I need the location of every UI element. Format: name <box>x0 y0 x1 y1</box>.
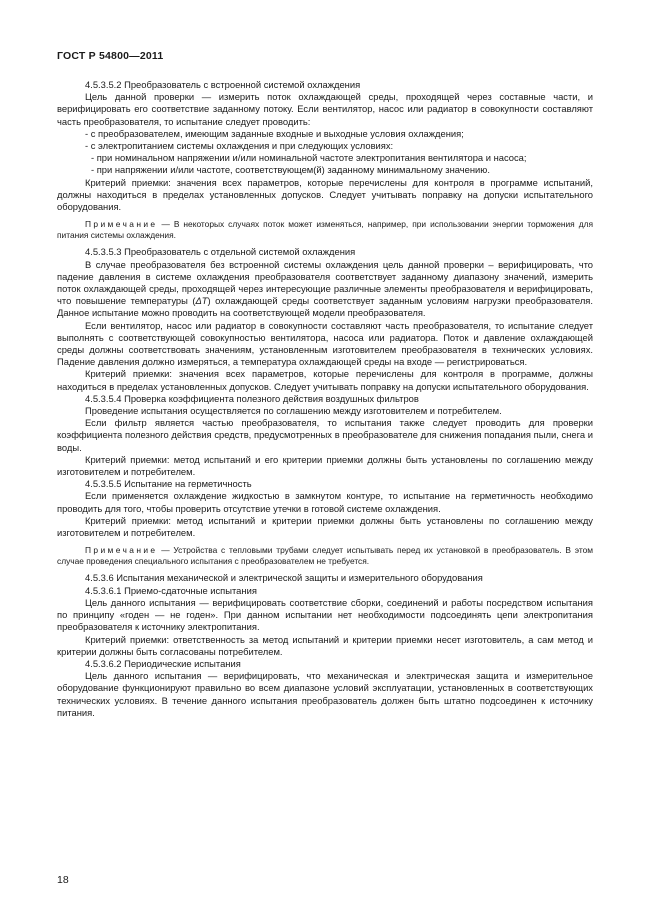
delta-t-symbol: ΔT <box>195 295 208 307</box>
section-heading: 4.5.3.5.2 Преобразователь с встроенной системой охлаждения <box>85 79 361 90</box>
paragraph: Если применяется охлаждение жидкостью в замкнутом контуре, то испытание на герметичность необходимо проводить для того, чтобы проверить отсутствие утечки в готовой системе охлаждения. <box>57 490 593 514</box>
note <box>57 545 593 567</box>
sub-list-item: - при напряжении и/или частоте, соответствующем(й) заданному минимальному значению. <box>91 164 490 176</box>
note <box>57 219 593 241</box>
section-heading: 4.5.3.6 Испытания механической и электрической защиты и измерительного оборудования <box>85 572 483 584</box>
paragraph: Цель данного испытания — верифицировать соответствие сборки, соединений и работы посредством испытания по принципу «годен — не годен». При данном испытании нет необходимости подсоединять цепи электропитания преобразователя к источнику электропитания. <box>57 596 593 633</box>
paragraph: Цель данного испытания — верифицировать, что механическая и электрическая защита и измерительное оборудование функционируют правильно во всем диапазоне условий эксплуатации, установленных в соответствующих технических условиях. В течение данного испытания преобразователь должен быть штатно подсоединен к источнику питания. <box>57 670 593 718</box>
list-item: - с преобразователем, имеющим заданные входные и выходные условия охлаждения; <box>85 127 464 139</box>
sub-list-item: - при номинальном напряжении и/или номинальной частоте электропитания вентилятора и насоса; <box>91 152 527 164</box>
section-heading: 4.5.3.6.2 Периодические испытания <box>85 657 241 669</box>
page-number: 18 <box>57 874 69 886</box>
paragraph-text: В случае преобразователя без встроенной системы охлаждения цель данной проверки – верифицировать, что падение давления в системе охлаждения преобразователя соответствует заданному диапазону значений, измерить поток охлаждающей среды, проходящей через интересующие различные элементы преобразователя и верифицировать, что повышение температуры ( <box>57 258 593 307</box>
paragraph: Критерий приемки: значения всех параметров, которые перечислены для контроля в программе, должны находиться в пределах установленных допусков. Следует учитывать поправку на допуски испытательного оборудования. <box>57 368 593 392</box>
note-label: Примечание <box>85 545 158 556</box>
list-item: - с электропитанием системы охлаждения и при следующих условиях: <box>85 140 394 152</box>
standard-designation: ГОСТ Р 54800—2011 <box>57 50 164 62</box>
subsection-heading: 4.5.3.6.1 Приемо-сдаточные испытания <box>85 584 257 596</box>
section-heading: 4.5.3.5.5 Испытание на герметичность <box>85 478 252 490</box>
paragraph: Цель данной проверки — измерить поток охлаждающей среды, проходящей через составные части, и верифицировать его соответствие заданному потоку. Если вентилятор, насос или радиатор в совокупности составляют часть преобразователя, то испытание следует проводить: <box>57 91 593 127</box>
section-heading: 4.5.3.5.4 Проверка коэффициента полезного действия воздушных фильтров <box>85 392 419 404</box>
paragraph <box>57 259 593 320</box>
paragraph: Если вентилятор, насос или радиатор в совокупности составляют часть преобразователя, то испытание следует выполнять с соответствующей совокупностью вентилятора, насоса или радиатора. Поток и давление охлаждающей среды должны соответствовать значениям, установленным изготовителем преобразователя в технических условиях. Падение давления должно измеряться, а температура охлаждающей среды на входе — регистрироваться. <box>57 319 593 368</box>
section-heading: 4.5.3.5.3 Преобразователь с отдельной системой охлаждения <box>85 246 356 258</box>
note-label: Примечание <box>85 219 158 230</box>
paragraph: Критерий приемки: ответственность за метод испытаний и критерии приемки несет изготовитель, а сам метод и критерии должны быть согласованы потребителем. <box>57 633 593 657</box>
paragraph: Критерий приемки: значения всех параметров, которые перечислены для контроля в программе испытаний, должны находиться в пределах установленных допусков. Следует учитывать поправку на допуски испытательного оборудования. <box>57 176 593 213</box>
paragraph-text: ) охлаждающей среды соответствует заданным условиям нагрузки преобразователя. Данное испытание можно проводить на соответствующей модели преобразователя. <box>57 295 593 319</box>
paragraph: Критерий приемки: метод испытаний и критерии приемки должны быть установлены по соглашению между изготовителем и потребителем. <box>57 514 593 539</box>
paragraph: Проведение испытания осуществляется по соглашению между изготовителем и потребителем. <box>85 405 502 417</box>
note-text: — Устройства с тепловыми трубами следует испытывать перед их установкой в преобразователь. В этом случае проведения специального испытания с преобразователем не требуется. <box>57 545 593 567</box>
paragraph: Если фильтр является частью преобразователя, то испытания также следует проводить для проверки коэффициента полезного действия средств, предусмотренных в преобразователе для снижения попадания пыли, снега и воды. <box>57 417 593 453</box>
note-text: — В некоторых случаях поток может изменяться, например, при использовании энергии торможения для питания системы охлаждения. <box>57 219 593 241</box>
document-body <box>57 79 593 719</box>
paragraph: Критерий приемки: метод испытаний и его критерии приемки должны быть установлены по соглашению между изготовителем и потребителем. <box>57 453 593 478</box>
